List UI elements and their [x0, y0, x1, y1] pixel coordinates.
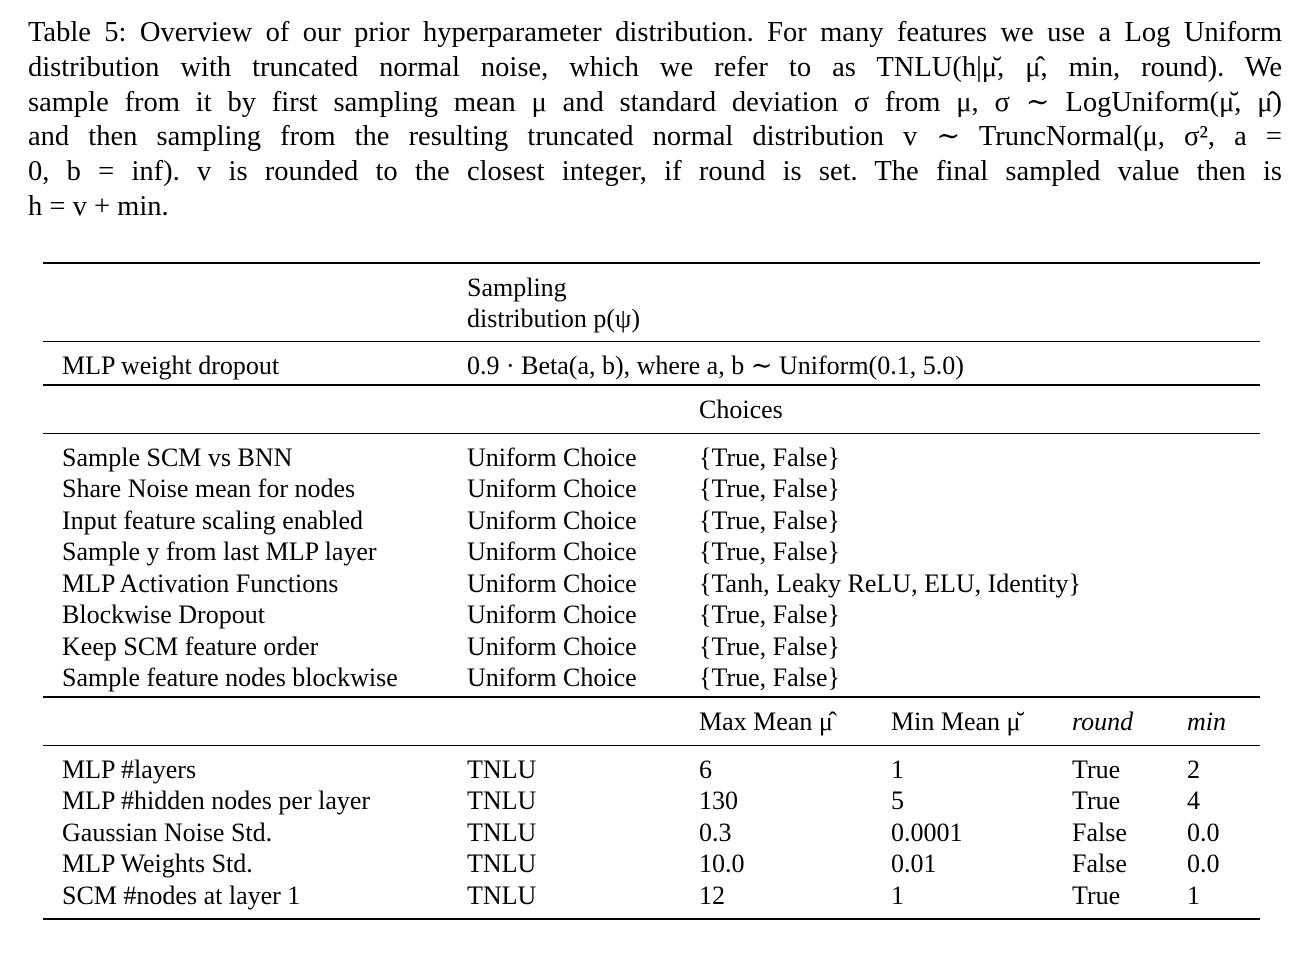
row-max-mean: 10.0: [699, 849, 745, 878]
row-choices: {True, False}: [699, 600, 841, 629]
row-max-mean: 130: [699, 786, 738, 815]
row-name: MLP #layers: [62, 755, 197, 784]
row-distribution: Uniform Choice: [467, 474, 637, 503]
row-name: Share Noise mean for nodes: [62, 474, 356, 503]
row-distribution: TNLU: [467, 786, 537, 815]
row-name: Input feature scaling enabled: [62, 506, 364, 535]
row-choices: {True, False}: [699, 474, 841, 503]
row-choices: {Tanh, Leaky ReLU, ELU, Identity}: [699, 569, 1081, 598]
row-name: Sample SCM vs BNN: [62, 443, 293, 472]
row-max-mean: 12: [699, 881, 725, 910]
row-distribution: Uniform Choice: [467, 632, 637, 661]
row-choices: {True, False}: [699, 506, 841, 535]
row-min: 4: [1187, 786, 1200, 815]
caption-line: Table 5: Overview of our prior hyperparameter distribution. For many features we use a Log Uniform: [28, 17, 1282, 48]
row-min-mean: 0.0001: [891, 818, 963, 847]
row-min: 2: [1187, 755, 1200, 784]
row-name: Sample feature nodes blockwise: [62, 663, 398, 692]
row-choices: {True, False}: [699, 443, 841, 472]
caption-line: h = v + min.: [28, 190, 169, 222]
row-max-mean: 0.3: [699, 818, 732, 847]
section-rule: [43, 696, 1260, 698]
row-distribution: TNLU: [467, 818, 537, 847]
row-distribution: TNLU: [467, 849, 537, 878]
table-bottom-rule: [43, 918, 1260, 920]
row-name: Gaussian Noise Std.: [62, 818, 273, 847]
section-rule: [43, 384, 1260, 386]
header-rule: [43, 341, 1260, 342]
row-distribution: TNLU: [467, 755, 537, 784]
row-choices: {True, False}: [699, 632, 841, 661]
row-min-mean: 1: [891, 755, 904, 784]
max-mean-header: Max Mean μ̂: [699, 707, 833, 736]
row-min-mean: 5: [891, 786, 904, 815]
row-name: MLP Weights Std.: [62, 849, 253, 878]
choices-header-rule: [43, 433, 1260, 434]
row-distribution: 0.9 · Beta(a, b), where a, b ∼ Uniform(0.1, 5.0): [467, 351, 964, 380]
row-round: False: [1072, 818, 1127, 847]
row-distribution: Uniform Choice: [467, 443, 637, 472]
sampling-header: distribution p(ψ): [467, 304, 640, 333]
row-round: False: [1072, 849, 1127, 878]
caption-line: distribution with truncated normal noise, which we refer to as TNLU(h|μ̆, μ̂, min, round). We: [28, 51, 1282, 83]
sampling-header: Sampling: [467, 273, 567, 302]
caption-line: 0, b = inf). v is rounded to the closest integer, if round is set. The final sampled value then is: [28, 156, 1282, 188]
choices-header: Choices: [699, 395, 783, 424]
tnlu-header-rule: [43, 745, 1260, 746]
row-min: 0.0: [1187, 849, 1220, 878]
round-header: round: [1072, 707, 1134, 736]
row-min: 1: [1187, 881, 1200, 910]
row-name: SCM #nodes at layer 1: [62, 881, 301, 910]
row-name: MLP weight dropout: [62, 351, 280, 380]
caption-line: and then sampling from the resulting truncated normal distribution v ∼ TruncNormal(μ, σ², a =: [28, 121, 1282, 153]
min-header: min: [1187, 707, 1226, 736]
row-distribution: Uniform Choice: [467, 506, 637, 535]
table-top-rule: [43, 262, 1260, 264]
row-distribution: Uniform Choice: [467, 600, 637, 629]
row-round: True: [1072, 786, 1121, 815]
row-distribution: Uniform Choice: [467, 663, 637, 692]
row-distribution: Uniform Choice: [467, 537, 637, 566]
row-choices: {True, False}: [699, 537, 841, 566]
row-name: Blockwise Dropout: [62, 600, 265, 629]
row-min: 0.0: [1187, 818, 1220, 847]
row-name: Keep SCM feature order: [62, 632, 319, 661]
row-distribution: TNLU: [467, 881, 537, 910]
row-choices: {True, False}: [699, 663, 841, 692]
row-min-mean: 0.01: [891, 849, 937, 878]
row-min-mean: 1: [891, 881, 904, 910]
row-distribution: Uniform Choice: [467, 569, 637, 598]
min-mean-header: Min Mean μ̆: [891, 707, 1021, 736]
row-name: MLP Activation Functions: [62, 569, 339, 598]
caption-line: sample from it by first sampling mean μ and standard deviation σ from μ, σ ∼ LogUniform(μ̆, μ̂): [28, 86, 1282, 118]
table-caption: [28, 16, 1282, 225]
row-name: MLP #hidden nodes per layer: [62, 786, 371, 815]
row-max-mean: 6: [699, 755, 712, 784]
row-round: True: [1072, 881, 1121, 910]
row-round: True: [1072, 755, 1121, 784]
row-name: Sample y from last MLP layer: [62, 537, 377, 566]
